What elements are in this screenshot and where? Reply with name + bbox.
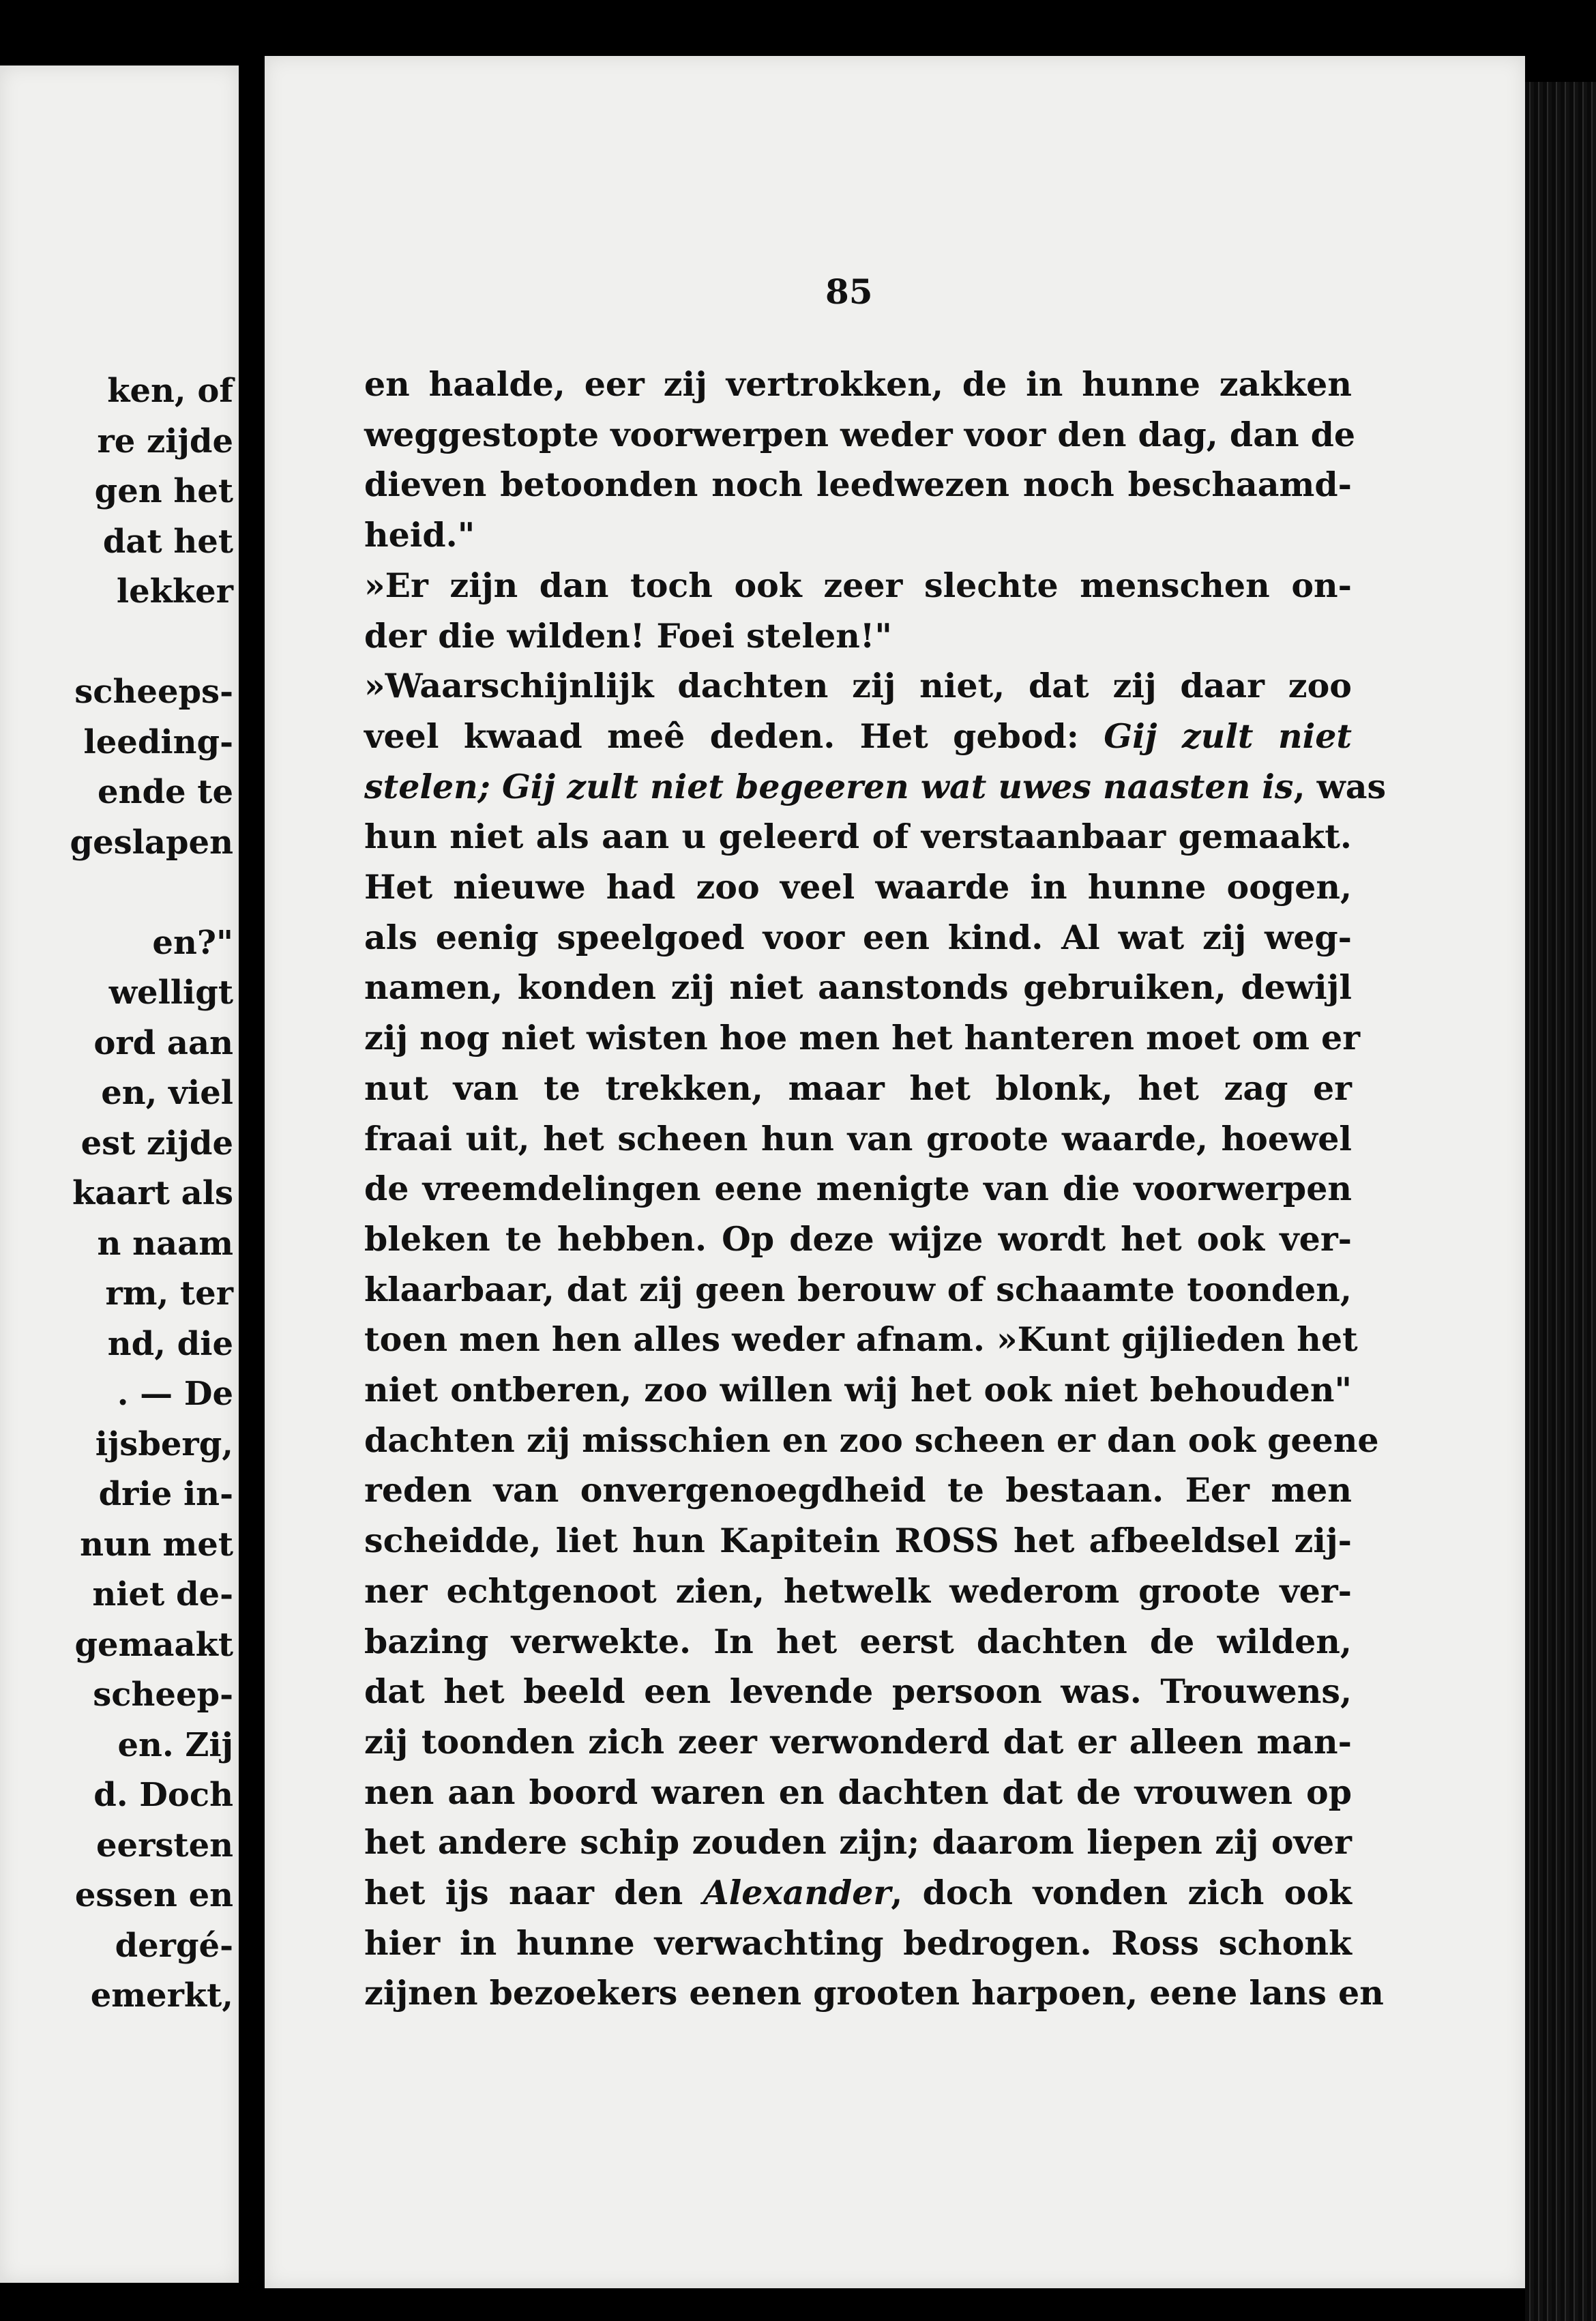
text-segment: niet ontberen, zoo willen wij het ook niet behouden" [364, 1370, 1352, 1410]
left-page-line: emerkt, [90, 1976, 233, 2015]
text-segment: ner echtgenoot zien, hetwelk wederom groote ver- [364, 1571, 1352, 1611]
left-page-line: re zijde [97, 422, 233, 461]
left-page-line: scheep- [93, 1676, 233, 1714]
left-page-line: gemaakt [74, 1625, 233, 1664]
text-line [364, 962, 1352, 1012]
text-line [364, 1264, 1352, 1315]
text-segment: heid." [364, 515, 475, 555]
left-page-line: gen het [94, 472, 233, 510]
text-segment: nen aan boord waren en dachten dat de vrouwen op [364, 1772, 1352, 1812]
left-page-line: lekker [116, 572, 233, 611]
left-page-line: drie in- [98, 1475, 233, 1513]
text-segment: hier in hunne verwachting bedrogen. Ross schonk [364, 1923, 1352, 1963]
text-segment: veel kwaad meê deden. Het gebod: [364, 716, 1104, 756]
left-page-line: dergé- [115, 1926, 233, 1965]
text-segment: zij nog niet wisten hoe men het hanteren moet om er [364, 1018, 1361, 1058]
text-line [364, 1867, 1352, 1918]
left-page-line: ende te [98, 773, 233, 811]
left-page-line: en?" [152, 923, 233, 962]
left-page-line: nun met [80, 1525, 233, 1564]
text-line [364, 1515, 1352, 1566]
left-page-line: scheeps- [74, 673, 233, 711]
text-segment: , doch vonden zich ook [891, 1873, 1352, 1912]
text-line [364, 459, 1352, 510]
text-line [364, 1566, 1352, 1616]
left-page-line: est zijde [80, 1124, 233, 1163]
text-segment: het andere schip zouden zijn; daarom liepen zij over [364, 1822, 1352, 1863]
italic-text: Alexander [703, 1873, 891, 1912]
left-page-line: welligt [108, 974, 233, 1012]
text-segment: , was [1293, 766, 1387, 806]
text-segment: het ijs naar den [364, 1873, 703, 1912]
left-page-line: en, viel [101, 1074, 233, 1112]
text-line [364, 1465, 1352, 1515]
text-segment: »Waarschijnlijk dachten zij niet, dat zij daar zoo [364, 666, 1352, 706]
text-line [364, 1717, 1352, 1767]
text-segment: zijnen bezoekers eenen grooten harpoen, eene lans en [364, 1973, 1384, 2013]
text-line [364, 912, 1352, 963]
text-line [364, 359, 1352, 409]
left-page-line: geslapen [70, 823, 233, 862]
text-line [364, 1415, 1379, 1465]
left-page-line: dat het [102, 522, 233, 561]
left-page-line: leeding- [83, 722, 233, 761]
text-line [364, 1364, 1352, 1415]
text-line [364, 1314, 1358, 1364]
text-segment: als eenig speelgoed voor een kind. Al wat zij weg- [364, 917, 1352, 957]
left-page-line: . — De [117, 1375, 233, 1413]
left-page-line: rm, ter [105, 1274, 233, 1313]
text-segment: de vreemdelingen eene menigte van die voorwerpen [364, 1169, 1352, 1209]
text-line [364, 1063, 1352, 1113]
text-segment: nut van te trekken, maar het blonk, het zag er [364, 1068, 1352, 1108]
text-segment: toen men hen alles weder afnam. »Kunt gijlieden het [364, 1319, 1358, 1360]
text-line [364, 560, 1352, 611]
left-page-line: eersten [96, 1826, 233, 1865]
text-line [364, 1968, 1384, 2018]
italic-text: stelen; Gij zult niet begeeren wat uwes naasten is [364, 766, 1294, 806]
left-page-line: ken, of [107, 372, 233, 410]
text-segment: zij toonden zich zeer verwonderd dat er alleen man- [364, 1721, 1352, 1762]
left-page-line: d. Doch [93, 1776, 233, 1814]
text-segment: der die wilden! Foei stelen!" [364, 615, 892, 656]
text-line [364, 1616, 1352, 1667]
book-edge [1525, 82, 1596, 2321]
text-segment: bleken te hebben. Op deze wijze wordt het ook ver- [364, 1218, 1352, 1259]
text-segment: Het nieuwe had zoo veel waarde in hunne oogen, [364, 867, 1352, 907]
text-line [364, 811, 1352, 862]
left-page-line: en. Zij [117, 1725, 233, 1764]
text-segment: klaarbaar, dat zij geen berouw of schaamte toonden, [364, 1269, 1352, 1309]
text-line [364, 711, 1352, 761]
text-line [364, 862, 1352, 912]
text-line [364, 1214, 1352, 1264]
left-page [0, 65, 239, 2283]
text-segment: »Er zijn dan toch ook zeer slechte menschen on- [364, 565, 1352, 605]
text-segment: dat het beeld een levende persoon was. Trouwens, [364, 1672, 1352, 1712]
page-number: 85 [825, 272, 873, 312]
left-page-line: nd, die [107, 1324, 233, 1363]
text-line [364, 1666, 1352, 1717]
text-segment: bazing verwekte. In het eerst dachten de wilden, [364, 1621, 1352, 1661]
text-segment: scheidde, liet hun Kapitein ROSS het afbeeldsel zij- [364, 1521, 1352, 1561]
text-line [364, 409, 1356, 460]
text-line [364, 1918, 1352, 1968]
text-line [364, 1163, 1352, 1214]
text-segment: namen, konden zij niet aanstonds gebruiken, dewijl [364, 967, 1352, 1008]
italic-text: Gij zult niet [1104, 716, 1353, 756]
text-segment: dachten zij misschien en zoo scheen er dan ook geene [364, 1420, 1379, 1460]
text-segment: en haalde, eer zij vertrokken, de in hunne zakken [364, 364, 1352, 404]
text-segment: dieven betoonden noch leedwezen noch beschaamd- [364, 465, 1352, 505]
text-line [364, 611, 1352, 661]
text-line [364, 1012, 1361, 1063]
left-page-line: essen en [74, 1876, 233, 1914]
text-segment: reden van onvergenoegdheid te bestaan. Eer men [364, 1470, 1352, 1510]
left-page-line: niet de- [92, 1575, 233, 1614]
text-line [364, 1767, 1352, 1818]
left-page-line: kaart als [72, 1174, 233, 1212]
text-segment: fraai uit, het scheen hun van groote waarde, hoewel [364, 1118, 1352, 1158]
left-page-line: ijsberg, [95, 1425, 233, 1463]
text-segment: weggestopte voorwerpen weder voor den dag, dan de [364, 414, 1356, 454]
text-line [364, 660, 1352, 711]
text-line [364, 1113, 1352, 1164]
text-segment: hun niet als aan u geleerd of verstaanbaar gemaakt. [364, 817, 1352, 857]
text-line [364, 510, 1352, 560]
left-page-line: n naam [97, 1224, 233, 1263]
left-page-line: ord aan [93, 1023, 233, 1062]
text-line [364, 761, 1387, 812]
text-line [364, 1817, 1352, 1867]
